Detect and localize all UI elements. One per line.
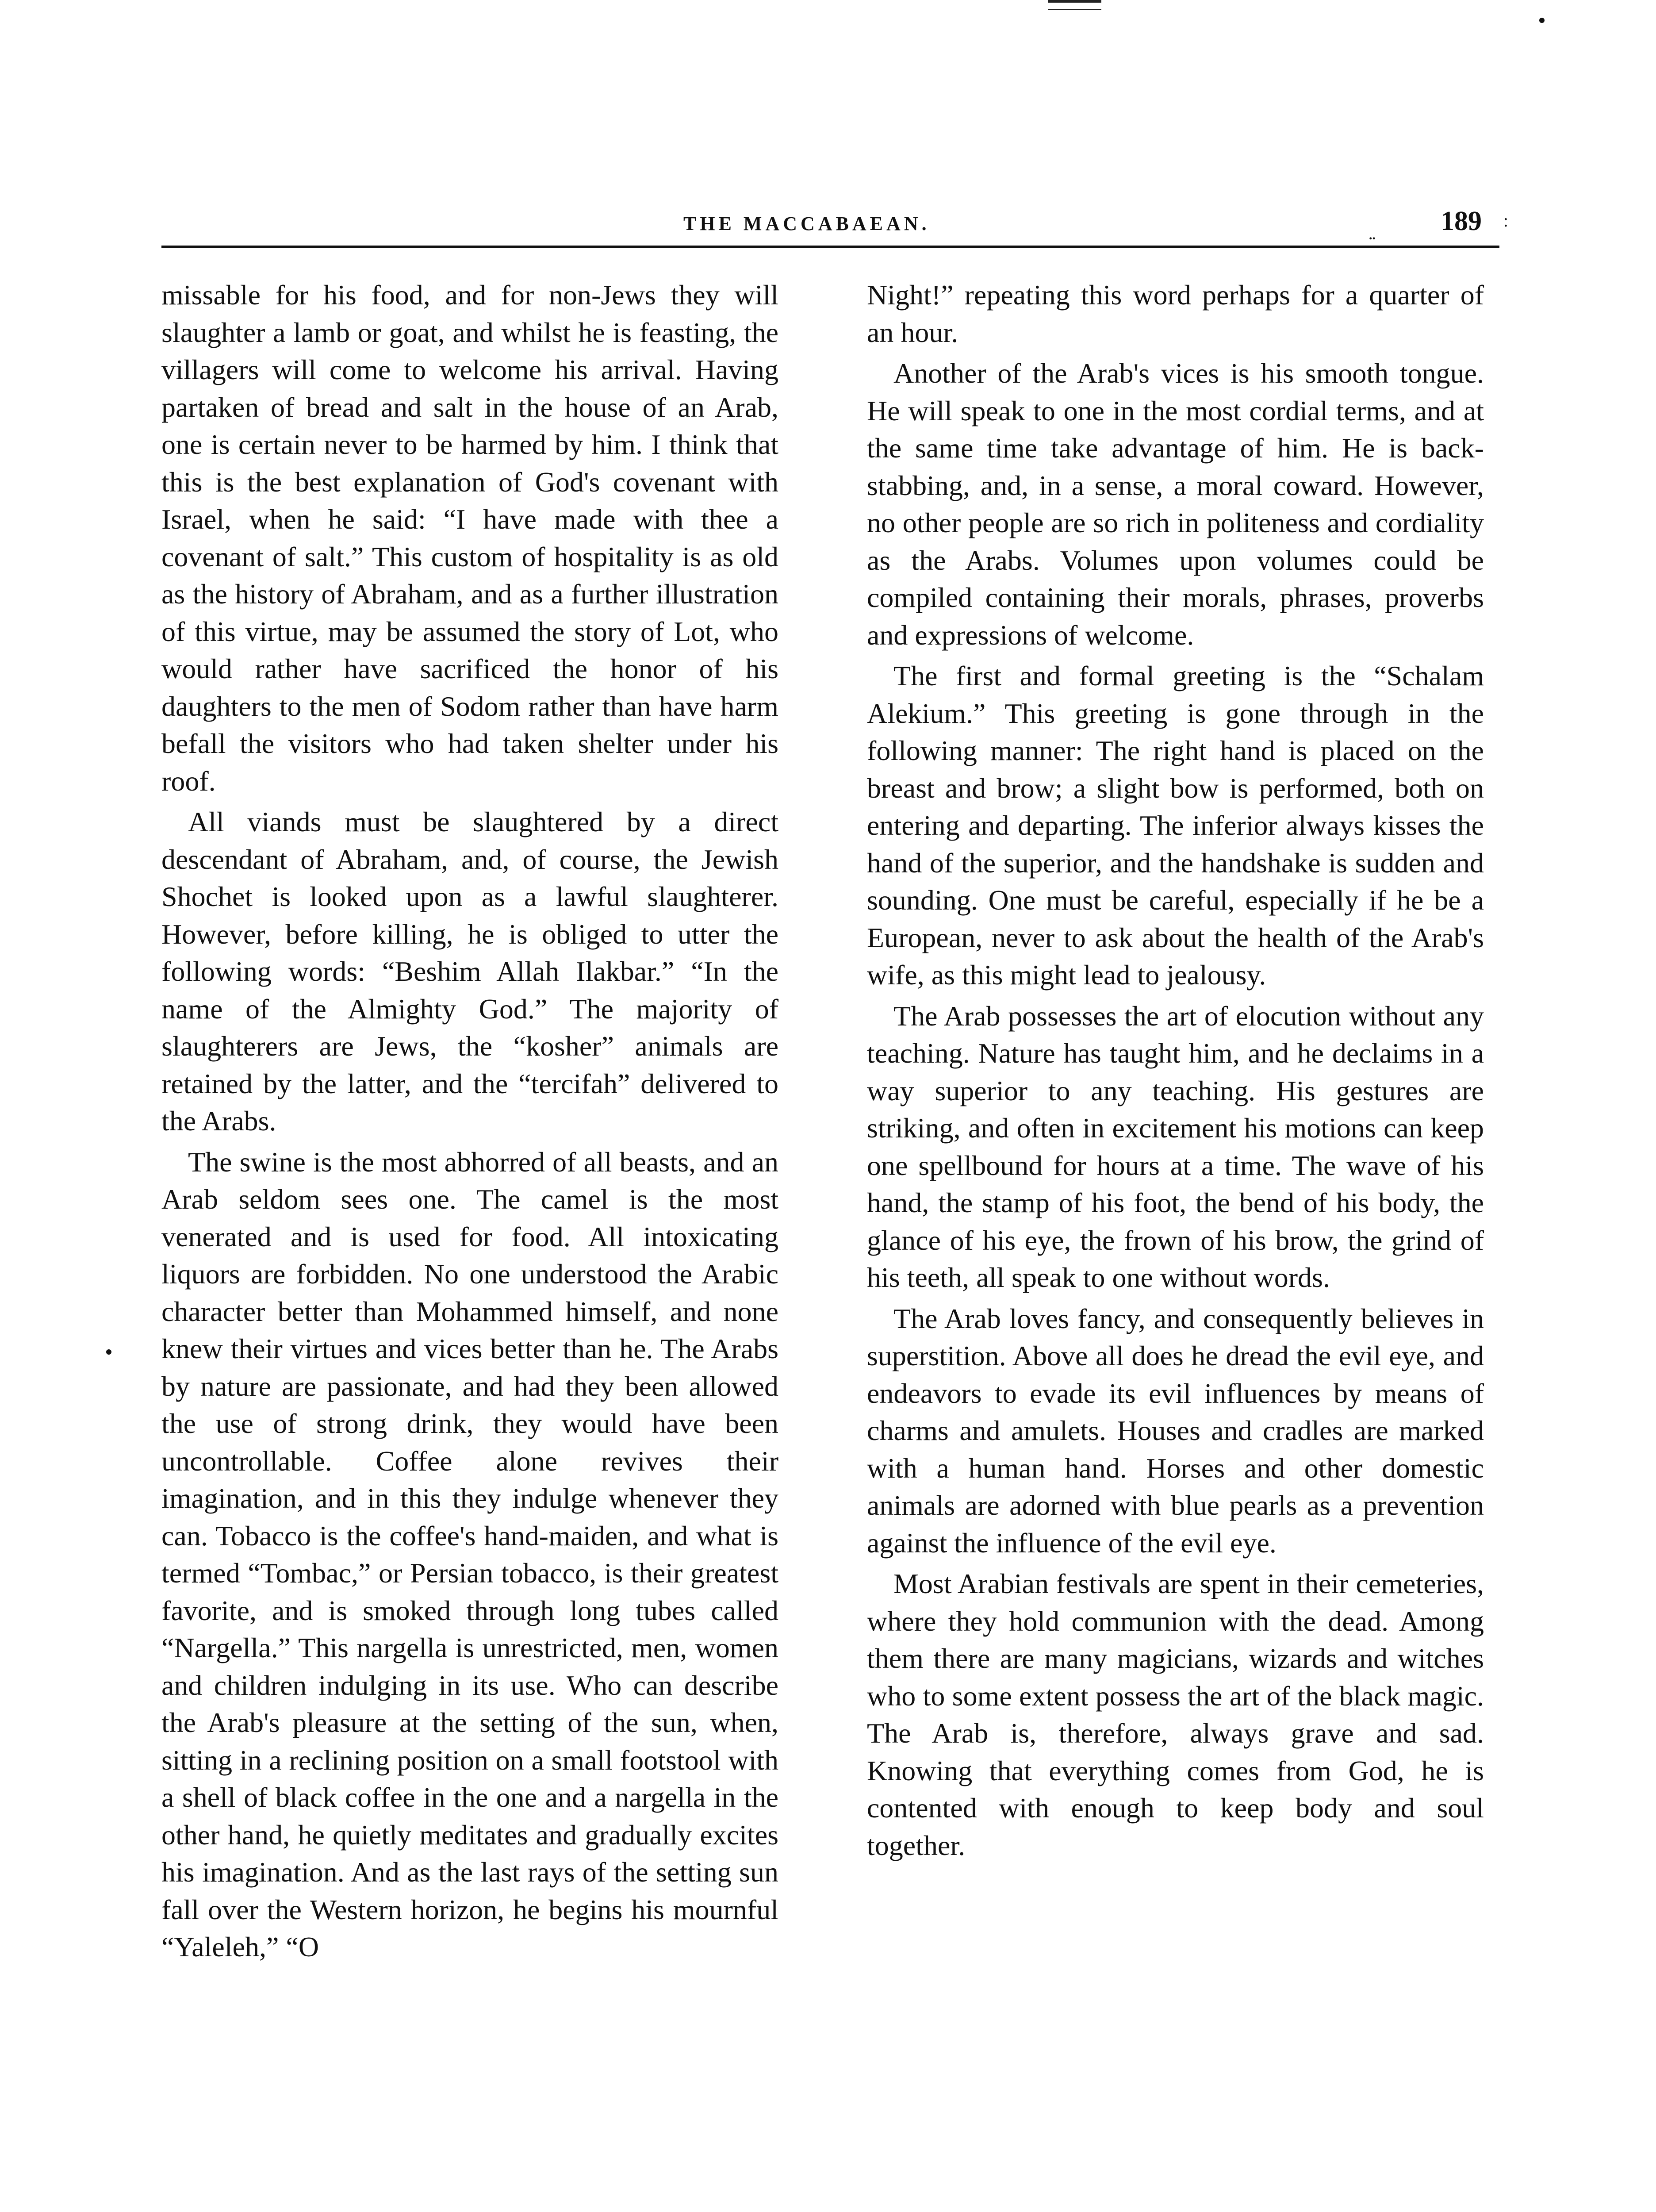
paragraph: Most Arabian festivals are spent in their cemeteries, where they hold communion with the dead. Among them there are many magicians, wizards and witches who to some extent possess the art of the black magic. The Arab is, therefore, always grave and sad. Knowing that everything comes from God, he is contented with enough to keep body and soul together. (867, 1568, 1484, 1861)
stray-ink-dot (106, 1349, 111, 1355)
paragraph: The Arab loves fancy, and consequently believes in superstition. Above all does he dread the evil eye, and endeavors to evade its evil influences by means of charms and amulets. Houses and cradles are marked with a human hand. Horses and other domestic animals are adorned with blue pearls as a prevention against the influence of the evil eye. (867, 1302, 1484, 1559)
running-title: THE MACCABAEAN. (683, 213, 930, 234)
page-header (161, 206, 1508, 248)
right-column (867, 276, 1484, 1864)
header-edge-marks: : (1503, 211, 1508, 230)
paragraph: The first and formal greeting is the “Schalam Alekium.” This greeting is gone through in the following manner: The right hand is placed on the breast and brow; a slight bow is performed, both on entering and departing. The inferior always kisses the hand of the superior, and the handshake is sudden and sounding. One must be careful, especially if he be a European, never to ask about the health of the Arab's wife, as this might lead to jealousy. (867, 660, 1484, 991)
top-edge-mark (1048, 0, 1101, 10)
paragraph: The Arab possesses the art of elocution without any teaching. Nature has taught him, and he declaims in a way superior to any teaching. His gestures are striking, and often in excitement his motions can keep one spellbound for hours at a time. The wave of his hand, the stamp of his foot, the bend of his body, the glance of his eye, the frown of his brow, the grind of his teeth, all speak to one without words. (867, 1000, 1484, 1293)
header-ink-mark: .. (1369, 228, 1376, 242)
left-column (161, 276, 778, 1966)
paragraph: Another of the Arab's vices is his smooth tongue. He will speak to one in the most cordial terms, and at the same time take advantage of him. He is back-stabbing, and, in a sense, a moral coward. However, no other people are so rich in politeness and cordiality as the Arabs. Volumes upon volumes could be compiled containing their morals, phrases, proverbs and expressions of welcome. (867, 357, 1484, 651)
paragraph: Night!” repeating this word perhaps for a quarter of an hour. (867, 279, 1484, 348)
paragraph: All viands must be slaughtered by a direct descendant of Abraham, and, of course, the Jewish Shochet is looked upon as a lawful slaughterer. However, before killing, he is obliged to utter the following words: “Beshim Allah Ilakbar.” “In the name of the Almighty God.” The majority of slaughterers are Jews, the “kosher” animals are retained by the latter, and the “tercifah” delivered to the Arabs. (161, 806, 778, 1137)
top-edge-dot (1539, 18, 1545, 23)
page-number: 189 (1441, 206, 1482, 236)
paragraph: missable for his food, and for non-Jews they will slaughter a lamb or goat, and whilst he is feasting, the villagers will come to welcome his arrival. Having partaken of bread and salt in the house of an Arab, one is certain never to be harmed by him. I think that this is the best explanation of God's covenant with Israel, when he said: “I have made with thee a covenant of salt.” This custom of hospitality is as old as the history of Abraham, and as a further illustration of this virtue, may be assumed the story of Lot, who would rather have sacrificed the honor of his daughters to the men of Sodom rather than have harm befall the visitors who had taken shelter under his roof. (161, 279, 778, 797)
paragraph: The swine is the most abhorred of all beasts, and an Arab seldom sees one. The camel is the most venerated and is used for food. All intoxicating liquors are forbidden. No one understood the Arabic character better than Mohammed himself, and none knew their virtues and vices better than he. The Arabs by nature are passionate, and had they been allowed the use of strong drink, they would have been uncontrollable. Coffee alone revives their imagination, and in this they indulge whenever they can. Tobacco is the coffee's hand-maiden, and what is termed “Tombac,” or Persian tobacco, is their greatest favorite, and is smoked through long tubes called “Nargella.” This nargella is unrestricted, men, women and children indulging in its use. Who can describe the Arab's pleasure at the setting of the sun, when, sitting in a reclining position on a small footstool with a shell of black coffee in the one and a nargella in the other hand, he quietly meditates and gradually excites his imagination. And as the last rays of the setting sun fall over the Western horizon, he begins his mournful “Yaleleh,” “O (161, 1146, 778, 1962)
